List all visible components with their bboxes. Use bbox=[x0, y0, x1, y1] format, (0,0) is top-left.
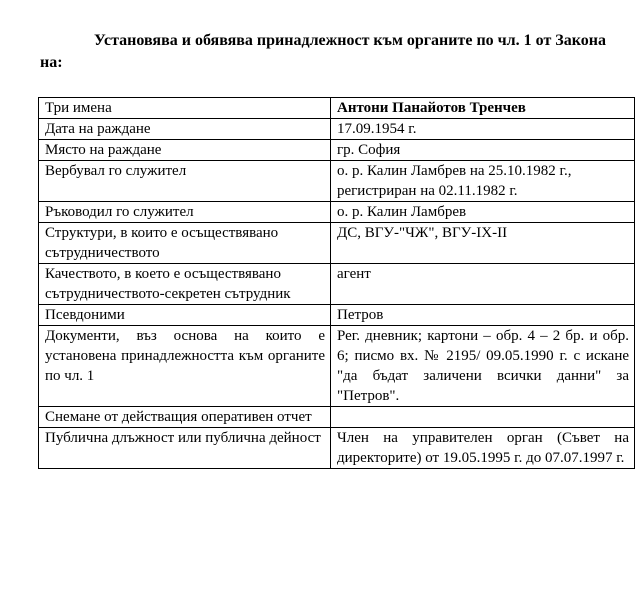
row-label: Вербувал го служител bbox=[39, 161, 331, 202]
row-value: Антони Панайотов Тренчев bbox=[331, 98, 635, 119]
row-value bbox=[331, 407, 635, 428]
table-row-handled-by bbox=[39, 202, 635, 223]
row-label: Снемане от действащия оперативен отчет bbox=[39, 407, 331, 428]
row-label: Ръководил го служител bbox=[39, 202, 331, 223]
table-row-recruited-by bbox=[39, 161, 635, 202]
row-label: Псевдоними bbox=[39, 305, 331, 326]
table-row-capacity bbox=[39, 264, 635, 305]
row-value: о. р. Калин Ламбрев на 25.10.1982 г., регистриран на 02.11.1982 г. bbox=[331, 161, 635, 202]
row-value: о. р. Калин Ламбрев bbox=[331, 202, 635, 223]
table-row-birth-place bbox=[39, 140, 635, 161]
personal-info-table bbox=[38, 97, 635, 469]
table-row-birth-date bbox=[39, 119, 635, 140]
row-label: Три имена bbox=[39, 98, 331, 119]
row-label: Дата на раждане bbox=[39, 119, 331, 140]
row-label: Качеството, в което е осъществявано сътрудничеството-секретен сътрудник bbox=[39, 264, 331, 305]
row-value: Рег. дневник; картони – обр. 4 – 2 бр. и обр. 6; писмо вх. № 2195/ 09.05.1990 г. с искане "да бъдат заличени всички данни" за "Петров". bbox=[331, 326, 635, 407]
row-value: ДС, ВГУ-"ЧЖ", ВГУ-IX-II bbox=[331, 223, 635, 264]
row-label: Документи, въз основа на които е установена принадлежността към органите по чл. 1 bbox=[39, 326, 331, 407]
document-heading: Установява и обявява принадлежност към органите по чл. 1 от Закона на: bbox=[40, 32, 606, 71]
row-label: Публична длъжност или публична дейност bbox=[39, 428, 331, 469]
row-value: 17.09.1954 г. bbox=[331, 119, 635, 140]
table-row-pseudonyms bbox=[39, 305, 635, 326]
table-row-public-office bbox=[39, 428, 635, 469]
table-row-full-name bbox=[39, 98, 635, 119]
row-label: Структури, в които е осъществявано сътрудничеството bbox=[39, 223, 331, 264]
row-label: Място на раждане bbox=[39, 140, 331, 161]
table-row-removal bbox=[39, 407, 635, 428]
table-row-structures bbox=[39, 223, 635, 264]
row-value: агент bbox=[331, 264, 635, 305]
table-row-documents bbox=[39, 326, 635, 407]
row-value: Петров bbox=[331, 305, 635, 326]
row-value: гр. София bbox=[331, 140, 635, 161]
row-value: Член на управителен орган (Съвет на директорите) от 19.05.1995 г. до 07.07.1997 г. bbox=[331, 428, 635, 469]
